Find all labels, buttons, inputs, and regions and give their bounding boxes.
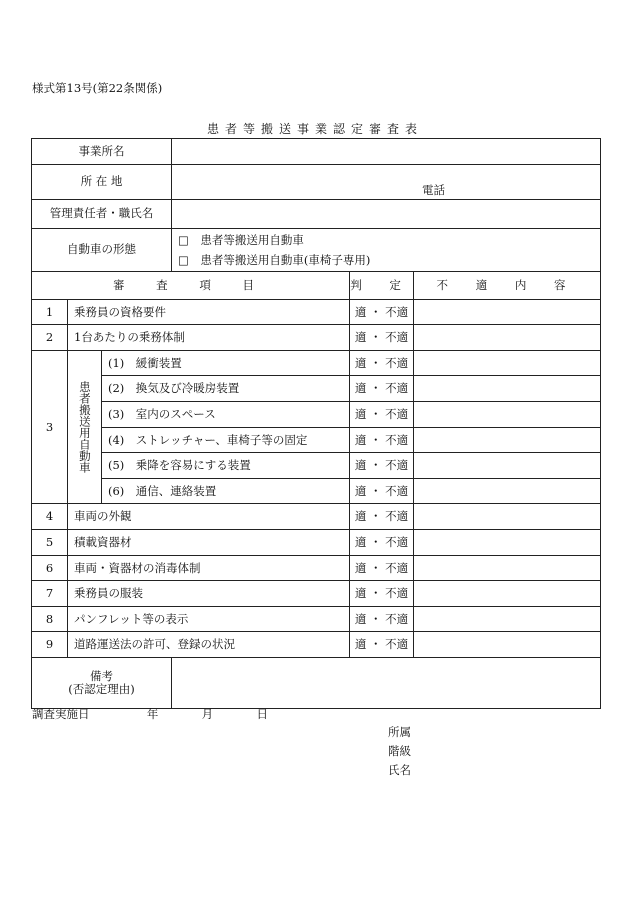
- location-field[interactable]: [172, 164, 601, 199]
- vehicle-type-label: 自動車の形態: [32, 228, 172, 271]
- detail-field[interactable]: [414, 350, 601, 376]
- column-header-judgment: 判 定: [350, 271, 414, 299]
- detail-field[interactable]: [414, 376, 601, 402]
- table-row: [32, 376, 601, 402]
- item-label: 1台あたりの乗務体制: [68, 325, 350, 351]
- remarks-field[interactable]: [172, 657, 601, 708]
- vehicle-type-row: [32, 228, 601, 271]
- survey-month: 月: [201, 707, 214, 721]
- judgment-choice[interactable]: 適 ・ 不適: [350, 401, 414, 427]
- location-label: 所 在 地: [32, 164, 172, 199]
- survey-day: 日: [256, 707, 268, 721]
- survey-year: 年: [146, 707, 159, 721]
- sub-item-label: (4) ストレッチャー、車椅子等の固定: [102, 427, 350, 453]
- item-number: 5: [32, 529, 68, 555]
- detail-field[interactable]: [414, 478, 601, 504]
- table-row: [32, 350, 601, 376]
- item-number: 2: [32, 325, 68, 351]
- table-row: [32, 606, 601, 632]
- judgment-choice[interactable]: 適 ・ 不適: [350, 478, 414, 504]
- table-row: [32, 325, 601, 351]
- detail-field[interactable]: [414, 581, 601, 607]
- detail-field[interactable]: [414, 453, 601, 479]
- item-number: 7: [32, 581, 68, 607]
- office-name-row: [32, 139, 601, 165]
- detail-field[interactable]: [414, 555, 601, 581]
- table-row: [32, 401, 601, 427]
- judgment-choice[interactable]: 適 ・ 不適: [350, 529, 414, 555]
- judgment-choice[interactable]: 適 ・ 不適: [350, 376, 414, 402]
- sub-item-label: (1) 緩衝装置: [102, 350, 350, 376]
- remarks-row: [32, 657, 601, 708]
- manager-row: [32, 199, 601, 228]
- table-row: [32, 581, 601, 607]
- sub-item-label: (5) 乗降を容易にする装置: [102, 453, 350, 479]
- judgment-choice[interactable]: 適 ・ 不適: [350, 581, 414, 607]
- table-row: [32, 529, 601, 555]
- item-number: 8: [32, 606, 68, 632]
- item-label: パンフレット等の表示: [68, 606, 350, 632]
- name-label: 氏名: [388, 763, 411, 777]
- detail-field[interactable]: [414, 529, 601, 555]
- vehicle-group-label: 患者搬送用自動車: [68, 350, 102, 504]
- item-number: 9: [32, 632, 68, 658]
- column-header-detail: 不 適 内 容: [414, 271, 601, 299]
- vehicle-type-options: [172, 228, 601, 271]
- phone-label: 電話: [422, 182, 446, 197]
- survey-date-label: 調査実施日: [32, 707, 90, 721]
- item-label: 乗務員の資格要件: [68, 299, 350, 325]
- rank-label: 階級: [388, 744, 411, 758]
- sub-item-label: (6) 通信、連絡装置: [102, 478, 350, 504]
- form-title: 患者等搬送事業認定審査表: [206, 122, 423, 136]
- item-label: 車両の外観: [68, 504, 350, 530]
- detail-field[interactable]: [414, 632, 601, 658]
- sub-item-label: (2) 換気及び冷暖房装置: [102, 376, 350, 402]
- item-number: 6: [32, 555, 68, 581]
- detail-field[interactable]: [414, 606, 601, 632]
- table-row: [32, 478, 601, 504]
- item-number: 1: [32, 299, 68, 325]
- table-row: [32, 504, 601, 530]
- item-label: 積載資器材: [68, 529, 350, 555]
- affiliation-label: 所属: [388, 725, 411, 739]
- judgment-choice[interactable]: 適 ・ 不適: [350, 606, 414, 632]
- survey-date: [32, 706, 268, 722]
- judgment-choice[interactable]: 適 ・ 不適: [350, 299, 414, 325]
- location-row: [32, 164, 601, 199]
- detail-field[interactable]: [414, 299, 601, 325]
- manager-field[interactable]: [172, 199, 601, 228]
- judgment-choice[interactable]: 適 ・ 不適: [350, 427, 414, 453]
- table-row: [32, 632, 601, 658]
- detail-field[interactable]: [414, 504, 601, 530]
- vehicle-option-standard[interactable]: □ 患者等搬送用自動車: [178, 232, 304, 247]
- form-table: [31, 138, 601, 709]
- item-number: 3: [32, 350, 68, 504]
- table-row: [32, 453, 601, 479]
- detail-field[interactable]: [414, 427, 601, 453]
- sub-item-label: (3) 室内のスペース: [102, 401, 350, 427]
- item-label: 乗務員の服装: [68, 581, 350, 607]
- manager-label: 管理責任者・職氏名: [32, 199, 172, 228]
- office-name-label: 事業所名: [32, 139, 172, 165]
- judgment-choice[interactable]: 適 ・ 不適: [350, 504, 414, 530]
- table-row: [32, 299, 601, 325]
- office-name-field[interactable]: [172, 139, 601, 165]
- vehicle-option-wheelchair[interactable]: □ 患者等搬送用自動車(車椅子専用): [178, 252, 371, 267]
- item-label: 車両・資器材の消毒体制: [68, 555, 350, 581]
- detail-field[interactable]: [414, 401, 601, 427]
- table-row: [32, 427, 601, 453]
- remarks-label: 備考 (否認定理由): [32, 657, 172, 708]
- column-header-row: [32, 271, 601, 299]
- form-number: 様式第13号(第22条関係): [32, 81, 163, 95]
- detail-field[interactable]: [414, 325, 601, 351]
- judgment-choice[interactable]: 適 ・ 不適: [350, 350, 414, 376]
- column-header-item: 審 査 項 目: [32, 271, 350, 299]
- judgment-choice[interactable]: 適 ・ 不適: [350, 453, 414, 479]
- item-label: 道路運送法の許可、登録の状況: [68, 632, 350, 658]
- judgment-choice[interactable]: 適 ・ 不適: [350, 325, 414, 351]
- table-row: [32, 555, 601, 581]
- judgment-choice[interactable]: 適 ・ 不適: [350, 632, 414, 658]
- item-number: 4: [32, 504, 68, 530]
- judgment-choice[interactable]: 適 ・ 不適: [350, 555, 414, 581]
